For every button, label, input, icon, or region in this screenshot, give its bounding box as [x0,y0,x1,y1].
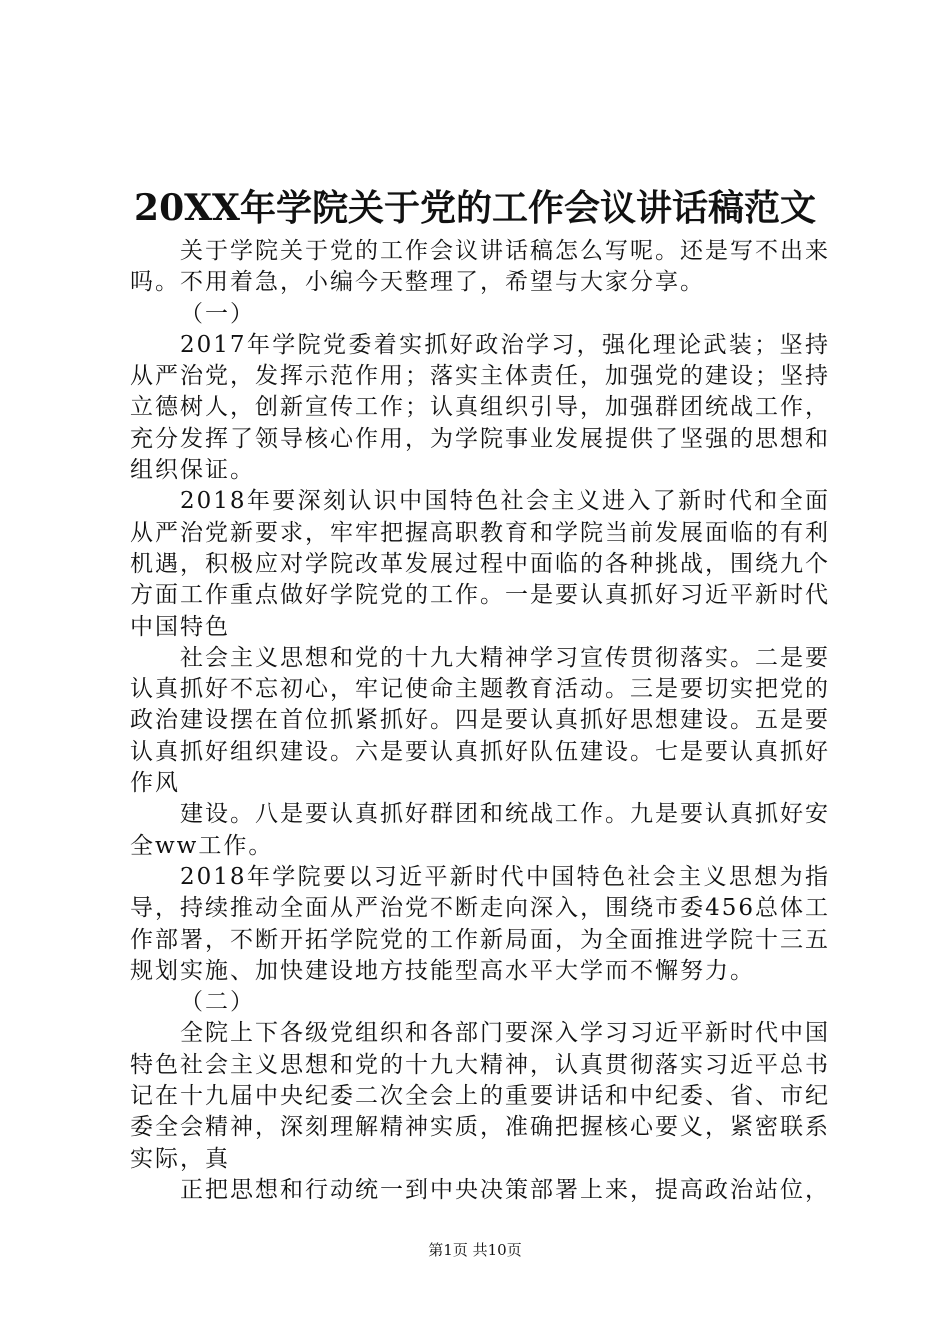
paragraph: 正把思想和行动统一到中央决策部署上来，提高政治站位， [180,1176,830,1203]
paragraph: 社会主义思想和党的十九大精神学习宣传贯彻落实。二是要认真抓好不忘初心，牢记使命主题教育活动。三是要切实把党的政治建设摆在首位抓紧抓好。四是要认真抓好思想建设。五是要认真抓好组织建设。六是要认真抓好队伍建设。七是要认真抓好作风 [130,644,830,797]
document-body [130,236,830,1206]
paragraph: 建设。八是要认真抓好群团和统战工作。九是要认真抓好安全ww工作。 [130,801,830,859]
paragraph: 2018年要深刻认识中国特色社会主义进入了新时代和全面从严治党新要求，牢牢把握高职教育和学院当前发展面临的有利机遇，积极应对学院改革发展过程中面临的各种挑战，围绕九个方面工作重点做好学院党的工作。一是要认真抓好习近平新时代中国特色 [130,488,830,640]
paragraph: 2017年学院党委着实抓好政治学习，强化理论武装；坚持从严治党，发挥示范作用；落实主体责任，加强党的建设；坚持立德树人，创新宣传工作；认真组织引导，加强群团统战工作，充分发挥了领导核心作用，为学院事业发展提供了坚强的思想和组织保证。 [130,331,830,484]
paragraph: 2018年学院要以习近平新时代中国特色社会主义思想为指导，持续推动全面从严治党不断走向深入，围绕市委456总体工作部署，不断开拓学院党的工作新局面，为全面推进学院十三五规划实施、加快建设地方技能型高水平大学而不懈努力。 [130,863,830,984]
section-heading-2: （二） [180,989,255,1016]
paragraph-intro: 关于学院关于党的工作会议讲话稿怎么写呢。还是写不出来吗。不用着急，小编今天整理了，希望与大家分享。 [130,238,830,296]
paragraph: 全院上下各级党组织和各部门要深入学习习近平新时代中国特色社会主义思想和党的十九大精神，认真贯彻落实习近平总书记在十九届中央纪委二次全会上的重要讲话和中纪委、省、市纪委全会精神，深刻理解精神实质，准确把握核心要义，紧密联系实际，真 [130,1020,830,1172]
section-heading-1: （一） [180,300,255,327]
document-title: 20XX年学院关于党的工作会议讲话稿范文 [134,187,816,229]
page-number-label: 第1页 共10页 [428,1241,522,1259]
page-footer [0,1240,950,1260]
